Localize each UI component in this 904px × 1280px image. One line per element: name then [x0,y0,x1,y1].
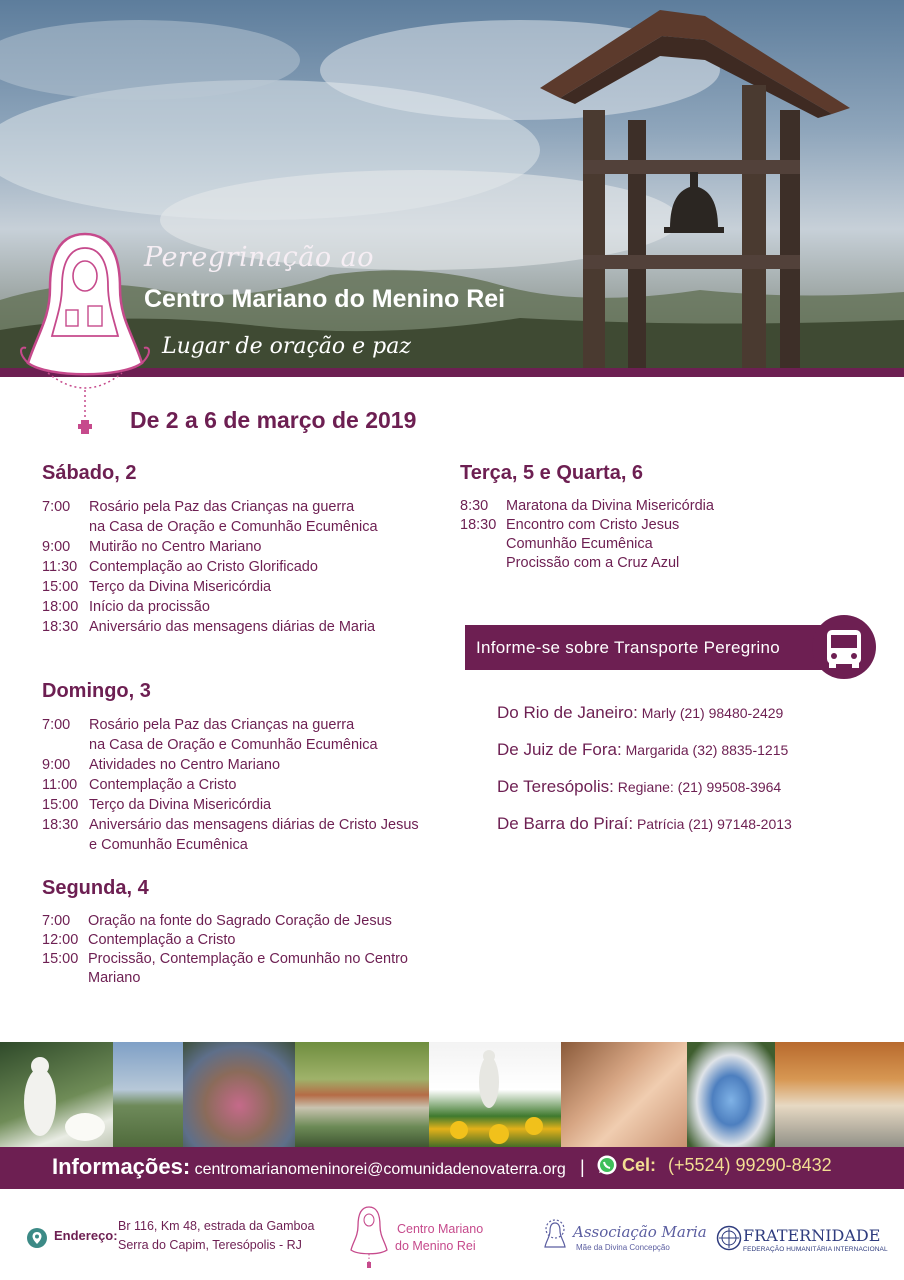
schedule-time [42,835,89,855]
hero-title-line1: Peregrinação ao [144,242,375,273]
photo-procession [295,1042,429,1148]
schedule-desc: Aniversário das mensagens diárias de Maria [89,619,376,635]
schedule-item [42,715,462,735]
schedule-item [42,557,442,577]
day-terca-quarta [460,462,860,573]
photo-strip [0,1042,904,1148]
schedule-desc: Comunhão Ecumênica [506,536,653,552]
schedule-desc: na Casa de Oração e Comunhão Ecumênica [89,737,378,753]
contact-phone: Margarida (32) 8835-1215 [625,742,789,758]
schedule-list [42,715,462,855]
schedule-time: 15:00 [42,797,79,813]
schedule-item [42,795,462,815]
schedule-desc: Terço da Divina Misericórdia [89,579,272,595]
contact-item [497,703,792,740]
contact-city: Do Rio de Janeiro: [497,703,638,722]
schedule-item [460,497,860,516]
day-title: Domingo, 3 [42,680,151,702]
photo-children [561,1042,687,1148]
info-label: Informações: [52,1154,191,1179]
contact-item [497,740,792,777]
schedule-item [42,950,462,988]
contact-city: De Barra do Piraí: [497,814,634,833]
photo-statue [0,1042,113,1148]
schedule-desc: na Casa de Oração e Comunhão Ecumênica [89,519,378,535]
schedule-time: 15:00 [42,579,79,595]
hero-subtitle: Lugar de oração e paz [162,334,411,359]
schedule-time: 18:30 [42,619,79,635]
schedule-time: 7:00 [42,499,71,515]
schedule-item [42,815,462,835]
schedule-item [42,775,462,795]
schedule-item [42,835,462,855]
transport-label: Informe-se sobre Transporte Peregrino [476,638,781,657]
day-title: Terça, 5 e Quarta, 6 [460,462,644,484]
schedule-time: 9:00 [42,539,71,555]
schedule-time: 15:00 [42,951,79,967]
schedule-item [42,617,442,637]
schedule-desc: Terço da Divina Misericórdia [89,797,272,813]
schedule-time [460,535,506,554]
schedule-desc: Atividades no Centro Mariano [89,757,281,773]
contact-item [497,814,792,851]
cel-label: Cel: [622,1155,657,1175]
schedule-time [42,735,89,755]
schedule-time: 8:30 [460,498,489,514]
schedule-item [42,577,442,597]
schedule-item [42,755,462,775]
schedule-desc: Contemplação a Cristo [88,932,236,948]
schedule-time: 7:00 [42,913,71,929]
fraternidade-title: FRATERNIDADE [743,1226,881,1245]
whatsapp-icon [596,1154,618,1176]
info-email[interactable]: centromarianomeninorei@comunidadenovaterra.org [194,1161,566,1178]
schedule-time: 18:00 [42,599,79,615]
schedule-item [42,912,462,931]
associacao-maria-title: Associação Maria [573,1223,707,1241]
address-label: Endereço: [54,1228,118,1243]
photo-grotto [687,1042,775,1148]
centro-mariano-logo-line1: Centro Mariano [397,1222,484,1236]
schedule-item [460,535,860,554]
photo-chapel [775,1042,904,1148]
schedule-desc: Mutirão no Centro Mariano [89,539,262,555]
schedule-desc: Aniversário das mensagens diárias de Cristo Jesus [89,817,419,833]
contact-phone: Regiane: (21) 99508-3964 [617,779,782,795]
schedule-item [42,735,462,755]
associacao-maria-subtitle: Mãe da Divina Concepção [576,1243,670,1252]
schedule-list [460,497,860,573]
schedule-desc: Encontro com Cristo Jesus [506,517,680,533]
fraternidade-subtitle: FEDERAÇÃO HUMANITÁRIA INTERNACIONAL [743,1246,888,1253]
bus-icon [812,615,876,679]
schedule-time: 7:00 [42,717,71,733]
address-line2: Serra do Capim, Teresópolis - RJ [118,1238,302,1252]
schedule-desc: Procissão com a Cruz Azul [506,555,680,571]
schedule-list [42,497,442,637]
location-pin-icon [26,1227,48,1251]
schedule-item [460,516,860,535]
day-title: Segunda, 4 [42,877,149,899]
schedule-desc: Maratona da Divina Misericórdia [506,498,714,514]
schedule-time: 18:30 [42,817,79,833]
day-sabado [42,462,442,637]
hero-title-line2: Centro Mariano do Menino Rei [144,285,506,313]
schedule-list [42,912,462,988]
schedule-time: 11:00 [42,777,78,793]
contact-phone: Patrícia (21) 97148-2013 [636,816,792,832]
address-line1: Br 116, Km 48, estrada da Gamboa [118,1219,315,1233]
transport-contacts [497,703,792,851]
schedule-item [460,554,860,573]
day-domingo [42,680,462,855]
centro-mariano-logo-icon [348,1204,390,1268]
schedule-desc: e Comunhão Ecumênica [89,837,248,853]
schedule-desc: Início da procissão [89,599,210,615]
schedule-item [42,517,442,537]
event-date-range: De 2 a 6 de março de 2019 [130,407,417,433]
info-separator: | [580,1157,585,1177]
day-segunda [42,877,462,988]
schedule-time: 11:30 [42,559,78,575]
schedule-item [42,537,442,557]
day-title: Sábado, 2 [42,462,137,484]
schedule-desc: Procissão, Contemplação e Comunhão no Centro Mariano [88,951,408,986]
schedule-item [42,597,442,617]
associacao-maria-logo-icon [540,1217,570,1253]
contact-city: De Juiz de Fora: [497,740,622,759]
schedule-item [42,497,442,517]
contact-phone: Marly (21) 98480-2429 [641,705,784,721]
schedule-time [460,554,506,573]
fraternidade-logo-icon [716,1225,742,1251]
schedule-time: 18:30 [460,517,497,533]
contact-item [497,777,792,814]
schedule-time: 9:00 [42,757,71,773]
cel-number[interactable]: (+5524) 99290-8432 [668,1155,832,1175]
schedule-desc: Contemplação a Cristo [89,777,237,793]
schedule-desc: Oração na fonte do Sagrado Coração de Jesus [88,913,392,929]
photo-sunflowers [429,1042,561,1148]
schedule-time [42,517,89,537]
photo-mosaic [183,1042,295,1148]
schedule-desc: Rosário pela Paz das Crianças na guerra [89,717,355,733]
info-contact [52,1154,566,1180]
schedule-item [42,931,462,950]
schedule-desc: Contemplação ao Cristo Glorificado [89,559,318,575]
centro-mariano-logo-line2: do Menino Rei [395,1239,476,1253]
photo-mountains [113,1042,183,1148]
contact-city: De Teresópolis: [497,777,614,796]
schedule-time: 12:00 [42,932,79,948]
schedule-desc: Rosário pela Paz das Crianças na guerra [89,499,355,515]
